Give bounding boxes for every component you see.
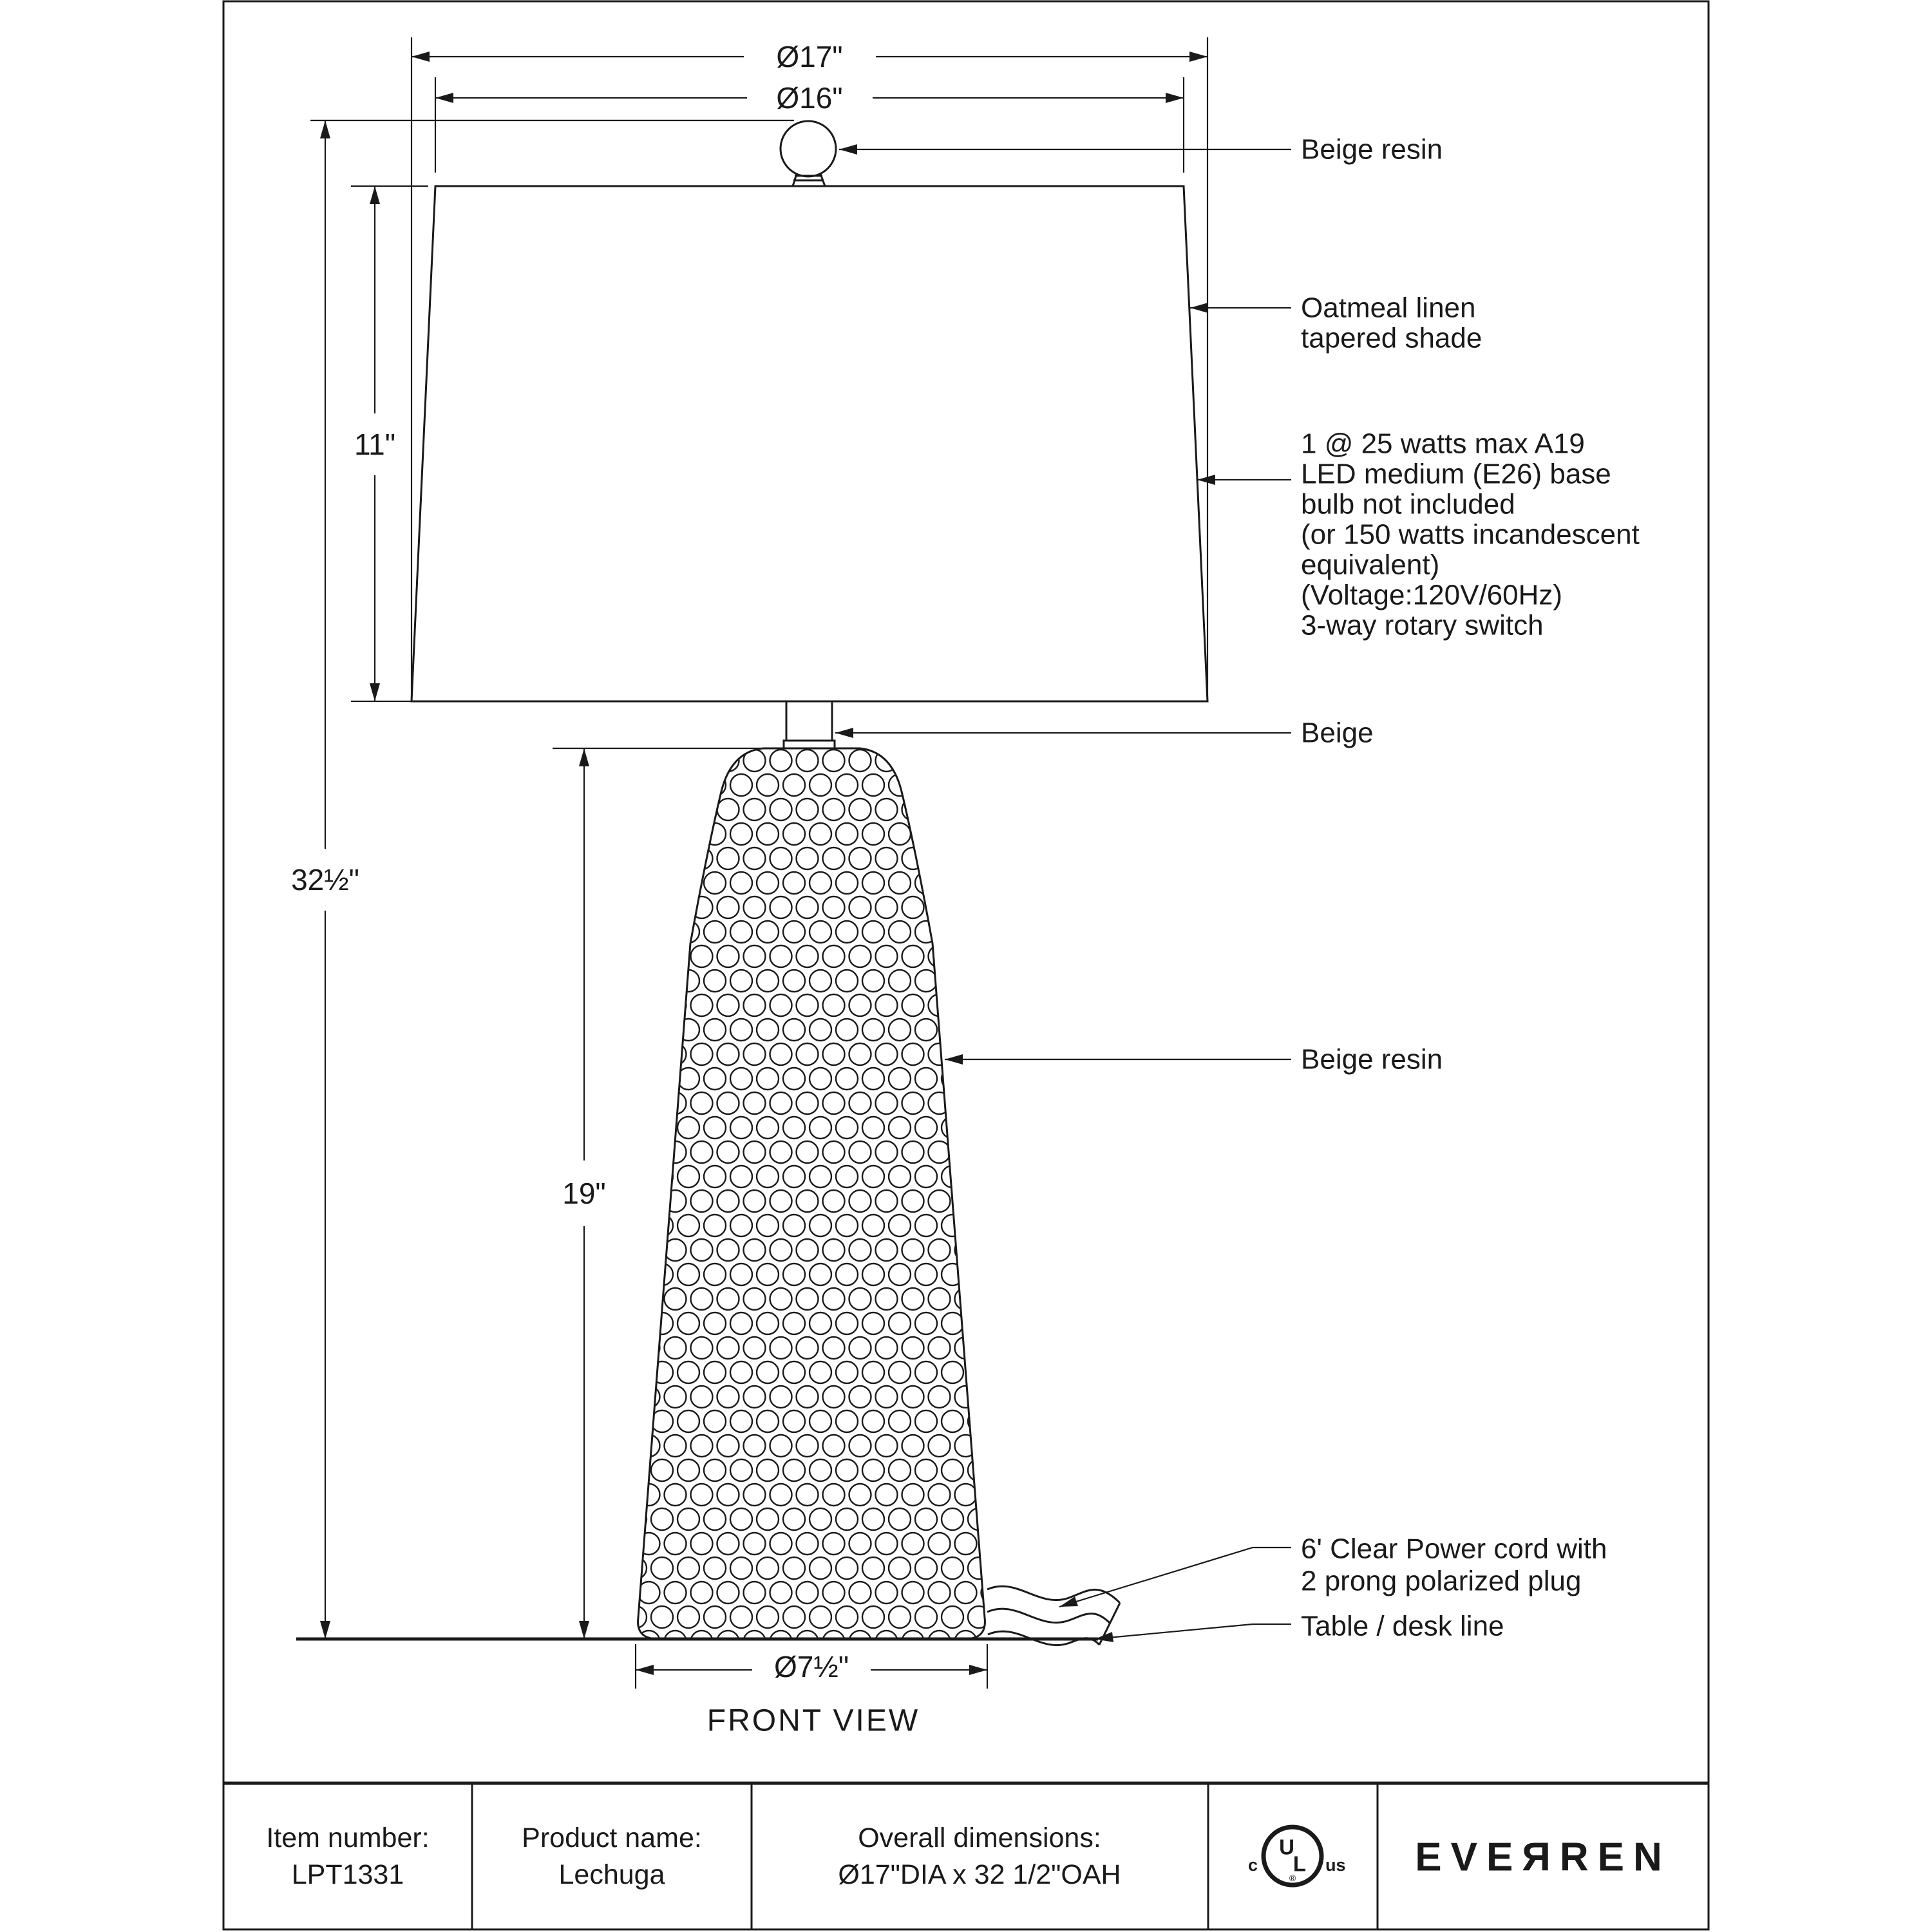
ul-logo-l: L <box>1293 1852 1307 1876</box>
product-name-label: Product name: <box>522 1823 702 1853</box>
dim-label-shade-height: 11" <box>354 428 396 461</box>
front-view-label: FRONT VIEW <box>706 1703 920 1738</box>
dim-dia-17 <box>412 37 1208 701</box>
finial-stem <box>793 174 825 186</box>
annotation-cord-line1: 6' Clear Power cord with <box>1301 1533 1607 1565</box>
dim-label-16: Ø16" <box>776 81 843 115</box>
dim-dia-base <box>636 1644 987 1689</box>
annotation-cord-line2: 2 prong polarized plug <box>1301 1565 1582 1597</box>
annotation-bulb-line2: LED medium (E26) base <box>1301 458 1611 490</box>
ul-logo-r: ® <box>1289 1873 1296 1883</box>
dim-label-base-dia: Ø7½" <box>773 1650 849 1683</box>
overall-dimensions-value: Ø17"DIA x 32 1/2"OAH <box>838 1859 1121 1890</box>
finial-ball-icon <box>781 121 836 176</box>
dim-height-shade <box>351 186 428 701</box>
annotation-bulb-line5: equivalent) <box>1301 549 1440 581</box>
dim-label-17: Ø17" <box>776 40 843 73</box>
annotation-neck: Beige <box>1301 717 1374 749</box>
annotation-bulb-line7: 3-way rotary switch <box>1301 609 1544 641</box>
annotation-bulb-line1: 1 @ 25 watts max A19 <box>1301 428 1585 460</box>
ul-logo-us: us <box>1325 1855 1346 1875</box>
footer-cell-item-number <box>266 1823 429 1890</box>
annotation-bulb-line4: (or 150 watts incandescent <box>1301 518 1640 551</box>
dim-label-overall-height: 32½" <box>291 863 359 896</box>
dim-label-body-height: 19" <box>562 1177 606 1210</box>
lamp-body <box>638 748 985 1639</box>
item-number-label: Item number: <box>266 1823 430 1853</box>
ul-logo-u: U <box>1279 1835 1294 1859</box>
annotation-finial: Beige resin <box>1301 133 1443 166</box>
item-number-value: LPT1331 <box>291 1859 404 1890</box>
product-name-value: Lechuga <box>558 1859 665 1890</box>
annotation-body: Beige resin <box>1301 1043 1443 1075</box>
overall-dimensions-label: Overall dimensions: <box>858 1823 1101 1853</box>
footer-cell-product-name <box>522 1823 702 1890</box>
dim-dia-16 <box>435 77 1184 173</box>
annotation-bulb-line3: bulb not included <box>1301 488 1515 520</box>
annotation-table-line: Table / desk line <box>1301 1610 1504 1642</box>
ul-certification-icon <box>1248 1827 1346 1885</box>
lamp-shade <box>412 186 1208 701</box>
footer-cell-overall-dimensions <box>838 1823 1121 1890</box>
annotation-bulb-line6: (Voltage:120V/60Hz) <box>1301 579 1563 611</box>
brand-logo: EVEЯREN <box>1415 1835 1671 1880</box>
lamp-neck <box>784 701 835 748</box>
ul-logo-c: c <box>1248 1855 1258 1875</box>
annotation-shade-line2: tapered shade <box>1301 322 1482 354</box>
annotation-shade-line1: Oatmeal linen <box>1301 292 1476 324</box>
